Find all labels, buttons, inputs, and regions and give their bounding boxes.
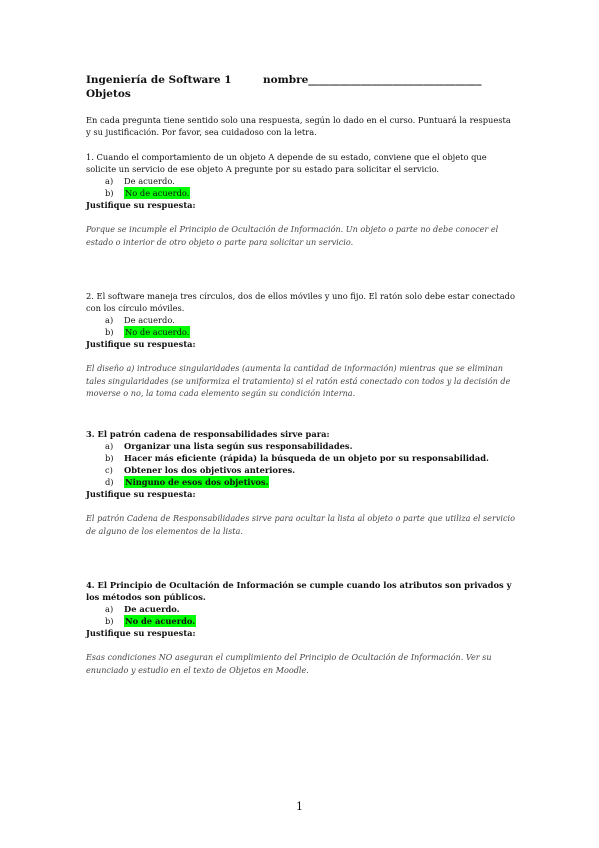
answer-1: Porque se incumple el Principio de Ocultación de Información. Un objeto o parte no debe conocer el estado o interior de otro objeto o parte para solicitar un servicio. [86,224,499,247]
selected-option-text: No de acuerdo. [125,616,196,626]
options-list [86,440,516,488]
option-text: Hacer más eficiente (rápida) la búsqueda de un objeto por su responsabilidad. [124,453,489,463]
options-list [86,603,516,627]
options-list [86,175,516,199]
option-text: De acuerdo. [124,315,175,325]
option-letter: b) [105,327,114,337]
answer-3: El patrón Cadena de Responsabilidades sirve para ocultar la lista al objeto o parte que utiliza el servicio de alguno de los elementos de la lista. [86,513,515,536]
option-b [86,615,516,627]
question-text: 3. El patrón cadena de responsabilidades sirve para: [86,429,330,439]
question-2 [86,290,516,350]
question-4 [86,579,516,639]
justify-label: Justifique su respuesta: [86,628,196,638]
option-letter: a) [105,315,114,325]
option-letter: a) [105,441,114,451]
question-3 [86,428,516,500]
option-letter: d) [105,477,114,487]
option-a [86,314,516,326]
question-text: 4. El Principio de Ocultación de Información se cumple cuando los atributos son privados y los métodos son públicos. [86,580,512,602]
option-b [86,326,516,338]
selected-option-text: No de acuerdo. [125,188,190,198]
option-c [86,464,516,476]
option-letter: b) [105,188,114,198]
question-1 [86,151,516,211]
justify-label: Justifique su respuesta: [86,200,196,210]
option-text: De acuerdo. [124,176,175,186]
course-title: Ingeniería de Software 1 [86,74,232,86]
question-text: 2. El software maneja tres círculos, dos de ellos móviles y uno fijo. El ratón solo debe estar conectado con los círculo móviles. [86,291,515,313]
option-letter: a) [105,604,114,614]
option-letter: a) [105,176,114,186]
answer-4: Esas condiciones NO aseguran el cumplimiento del Principio de Ocultación de Información. Ver su enunciado y estudio en el texto de Objetos en Moodle. [86,652,492,675]
options-list [86,314,516,338]
name-field-label: nombre_________________________________ [263,74,482,86]
option-a [86,603,516,615]
option-letter: b) [105,453,114,463]
document-header [86,73,482,101]
option-text: Obtener los dos objetivos anteriores. [124,465,296,475]
page-number: 1 [296,800,303,813]
option-letter: b) [105,616,114,626]
justify-label: Justifique su respuesta: [86,339,196,349]
option-text: De acuerdo. [124,604,180,614]
instructions-paragraph: En cada pregunta tiene sentido solo una respuesta, según lo dado en el curso. Puntuará la respuesta y su justificación. Por favor, sea cuidadoso con la letra. [86,115,511,137]
topic-title: Objetos [86,88,131,100]
option-b [86,187,516,199]
option-text: Organizar una lista según sus responsabilidades. [124,441,353,451]
option-d [86,476,516,488]
option-a [86,440,516,452]
option-b [86,452,516,464]
selected-option-text: Ninguno de esos dos objetivos. [125,477,269,487]
answer-2: El diseño a) introduce singularidades (aumenta la cantidad de información) mientras que se eliminan tales singularidades (se uniformiza el tratamiento) si el ratón está conectado con todos y la decisión de moverse o no, la toma cada elemento según su condición interna. [86,363,511,398]
option-letter: c) [105,465,113,475]
selected-option-text: No de acuerdo. [125,327,190,337]
option-a [86,175,516,187]
justify-label: Justifique su respuesta: [86,489,196,499]
question-text: 1. Cuando el comportamiento de un objeto A depende de su estado, conviene que el objeto que solicite un servicio de ese objeto A pregunte por su estado para solicitar el servicio. [86,152,487,174]
